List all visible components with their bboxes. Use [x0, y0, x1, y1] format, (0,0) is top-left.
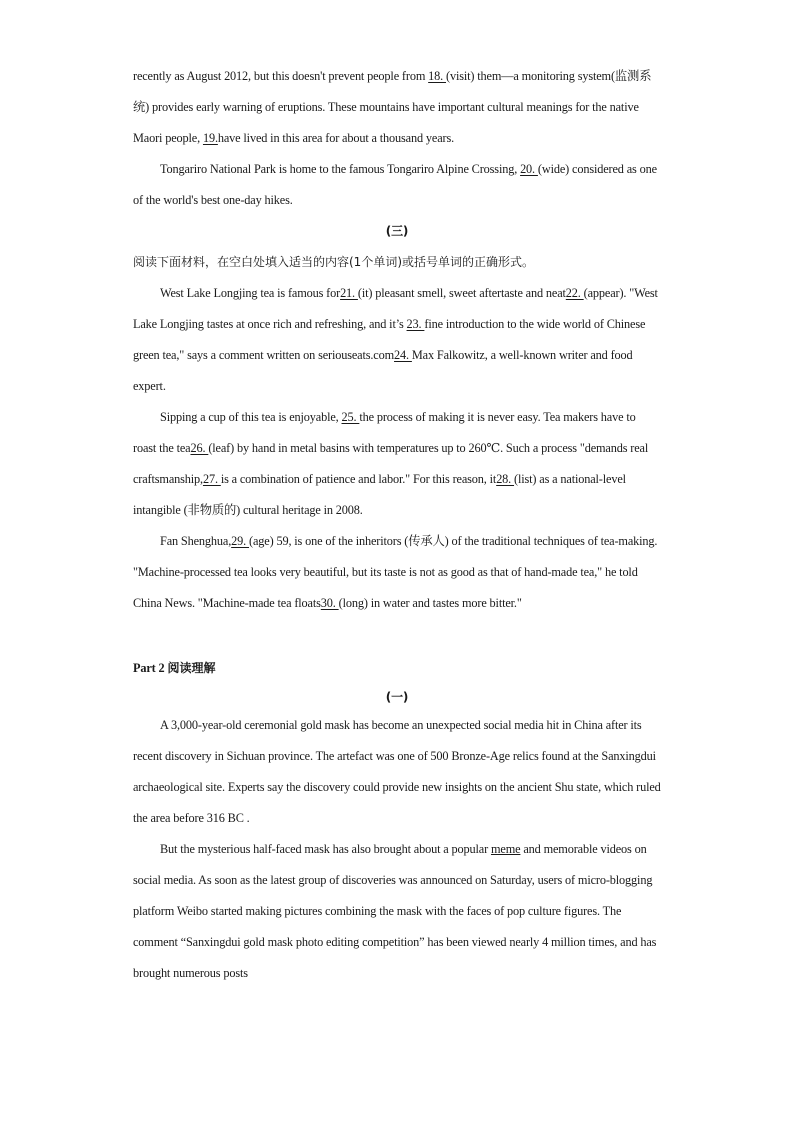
paragraph-tongariro [133, 154, 661, 216]
text: Sipping a cup of this tea is enjoyable, [160, 410, 342, 424]
section-heading-3: (三) [385, 224, 409, 238]
blank-30: 30. [320, 596, 339, 610]
text: (it) pleasant smell, sweet aftertaste and neat [357, 286, 566, 300]
text: fine introduction to the wide world of Chinese green tea," says a comment written on seriouseats.com [133, 317, 646, 362]
text: recently as August 2012, but this doesn't prevent people from [133, 69, 429, 83]
text: is a combination of patience and labor." For this reason, it [220, 472, 497, 486]
part-label: Part 2 [133, 661, 168, 675]
text: Max Falkowitz, a well-known writer and food expert. [133, 348, 633, 393]
paragraph-fan-shenghua [133, 526, 661, 619]
paragraph-meme [133, 834, 661, 989]
blank-23: 23. [406, 317, 425, 331]
paragraph-longjing [133, 278, 661, 402]
blank-24: 24. [394, 348, 412, 362]
text: (list) as a national-level intangible (非物质的) cultural heritage in 2008. [133, 472, 626, 517]
text: have lived in this area for about a thousand years. [217, 131, 455, 145]
part-2-title [133, 653, 661, 684]
blank-19: 19. [202, 131, 218, 145]
blank-21: 21. [340, 286, 358, 300]
blank-22: 22. [565, 286, 584, 300]
blank-27: 27. [202, 472, 221, 486]
blank-25: 25. [341, 410, 360, 424]
text: Tongariro National Park is home to the famous Tongariro Alpine Crossing, [160, 162, 521, 176]
text: and memorable videos on social media. As soon as the latest group of discoveries was announced on Saturday, users of micro-blogging platform Weibo started making pictures combining the mask with the faces of pop culture figures. The comment “Sanxingdui gold mask photo editing competition” has been viewed nearly 4 million times, and has brought numerous posts [133, 842, 657, 980]
text: (wide) considered as one of the world's best one-day hikes. [133, 162, 657, 207]
text: (long) in water and tastes more bitter." [338, 596, 522, 610]
text: (appear). "West Lake Longjing tastes at once rich and refreshing, and it’s [133, 286, 658, 331]
document-page [133, 61, 661, 989]
text: Fan Shenghua, [160, 534, 232, 548]
blank-28: 28. [496, 472, 515, 486]
instruction-text: 阅读下面材料，在空白处填入适当的内容(1个单词)或括号单词的正确形式。 [133, 255, 535, 269]
text: (visit) them—a monitoring system(监测系统) provides early warning of eruptions. These mountains have important cultural meanings for the native Maori people, [133, 69, 652, 145]
text: (leaf) by hand in metal basins with temperatures up to 260℃. Such a process "demands real craftsmanship, [133, 441, 649, 486]
part-title-zh: 阅读理解 [167, 661, 216, 675]
text: (age) 59, is one of the inheritors (传承人) of the traditional techniques of tea-making. "Machine-processed tea looks very beautiful, but its taste is not as good as that of hand-made tea," he told China News. "Machine-made tea floats [133, 534, 658, 610]
text: But the mysterious half-faced mask has also brought about a popular [160, 842, 491, 856]
paragraph-maori [133, 61, 661, 154]
text: West Lake Longjing tea is famous for [160, 286, 341, 300]
blank-20: 20. [520, 162, 538, 176]
paragraph-sipping [133, 402, 661, 526]
blank-26: 26. [190, 441, 209, 455]
text: the process of making it is never easy. Tea makers have to roast the tea [133, 410, 636, 455]
underlined-word-meme: meme [490, 842, 521, 856]
blank-29: 29. [231, 534, 250, 548]
blank-18: 18. [428, 69, 447, 83]
paragraph-gold-mask: A 3,000-year-old ceremonial gold mask has become an unexpected social media hit in China after its recent discovery in Sichuan province. The artefact was one of 500 Bronze-Age relics found at the Sanxingdui archaeological site. Experts say the discovery could provide new insights on the ancient Shu state, which ruled the area before 316 BC . [133, 718, 661, 825]
section-heading-1: (一) [385, 690, 409, 704]
